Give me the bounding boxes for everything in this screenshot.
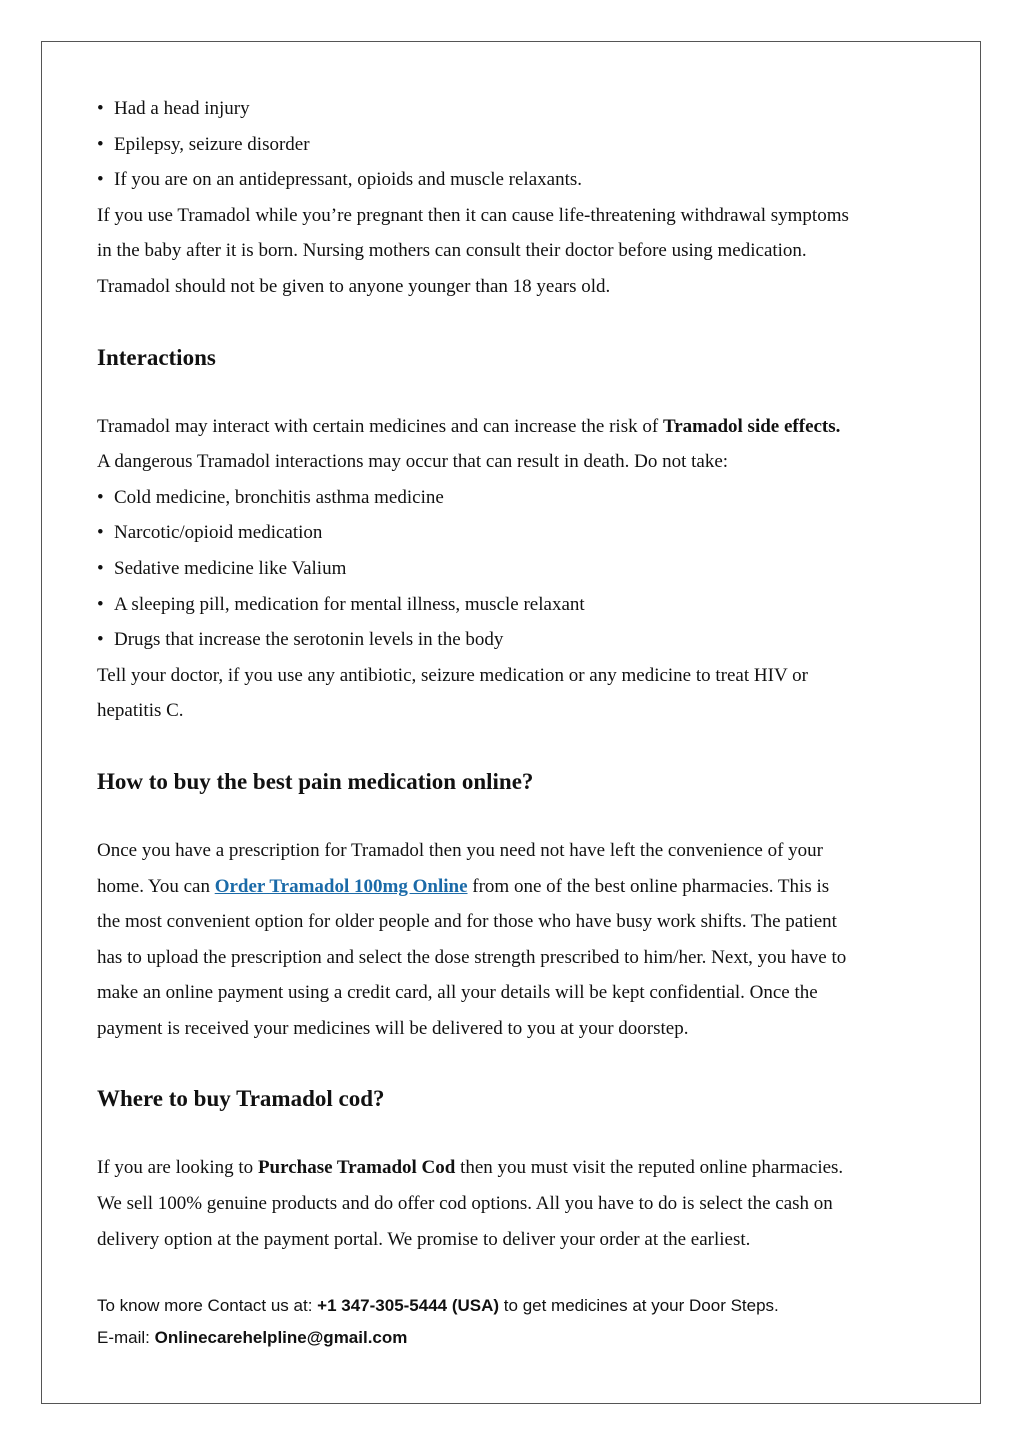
order-tramadol-link[interactable]: Order Tramadol 100mg Online — [214, 875, 468, 897]
list-item: • Sedative medicine like Valium — [97, 551, 927, 587]
intro-bullet-list — [97, 91, 927, 198]
buy-online-heading: How to buy the best pain medication online? — [97, 768, 534, 794]
bullet-glyph: • — [97, 522, 104, 544]
list-item: • Cold medicine, bronchitis asthma medicine — [97, 480, 927, 516]
phone-number: +1 347-305-5444 (USA) — [317, 1296, 500, 1316]
interactions-closing-paragraph: Tell your doctor, if you use any antibiotic, seizure medication or any medicine to treat HIV or hepatitis C. — [97, 664, 808, 722]
bullet-glyph: • — [97, 169, 104, 191]
cod-heading: Where to buy Tramadol cod? — [97, 1086, 385, 1112]
list-item: • Had a head injury — [97, 91, 927, 127]
bullet-glyph: • — [97, 557, 104, 579]
interactions-heading: Interactions — [97, 344, 216, 370]
list-item: • Epilepsy, seizure disorder — [97, 127, 927, 163]
bullet-glyph: • — [97, 133, 104, 155]
bullet-glyph: • — [97, 629, 104, 651]
interactions-bullet-list — [97, 480, 927, 658]
list-item: • A sleeping pill, medication for mental illness, muscle relaxant — [97, 587, 927, 623]
interactions-paragraph: Tramadol may interact with certain medicines and can increase the risk of Tramadol side effects. A dangerous Tramadol interactions may occur that can result in death. Do not take: — [97, 415, 841, 473]
document-body — [97, 91, 927, 1354]
bullet-glyph: • — [97, 486, 104, 508]
list-item: • Narcotic/opioid medication — [97, 515, 927, 551]
list-item: • Drugs that increase the serotonin levels in the body — [97, 622, 927, 658]
contact-block: To know more Contact us at: +1 347-305-5444 (USA) to get medicines at your Door Steps. E-mail: Onlinecarehelpline@gmail.com — [97, 1296, 779, 1348]
buy-online-paragraph: Once you have a prescription for Tramadol then you need not have left the convenience of your home. You can Order Tramadol 100mg Online from one of the best online pharmacies. This is the most convenient option for older people and for those who have busy work shifts. The patient has to upload the prescription and select the dose strength prescribed to him/her. Next, you have to make an online payment using a credit card, all your details will be kept confidential. Once the payment is received your medicines will be delivered to you at your doorstep. — [97, 839, 847, 1039]
pregnancy-paragraph: If you use Tramadol while you’re pregnant then it can cause life-threatening withdrawal symptoms in the baby after it is born. Nursing mothers can consult their doctor before using medication. Tramadol should not be given to anyone younger than 18 years old. — [97, 204, 849, 297]
list-item: • If you are on an antidepressant, opioids and muscle relaxants. — [97, 162, 927, 198]
bullet-glyph: • — [97, 98, 104, 119]
bullet-glyph: • — [97, 593, 104, 615]
side-effects-bold-text: Tramadol side effects. — [662, 415, 841, 437]
purchase-cod-bold-text: Purchase Tramadol Cod — [257, 1157, 456, 1179]
email-address: Onlinecarehelpline@gmail.com — [154, 1328, 408, 1348]
cod-paragraph: If you are looking to Purchase Tramadol Cod then you must visit the reputed online pharmacies. We sell 100% genuine products and do offer cod options. All you have to do is select the cash on delivery option at the payment portal. We promise to deliver your order at the earliest. — [97, 1157, 844, 1250]
